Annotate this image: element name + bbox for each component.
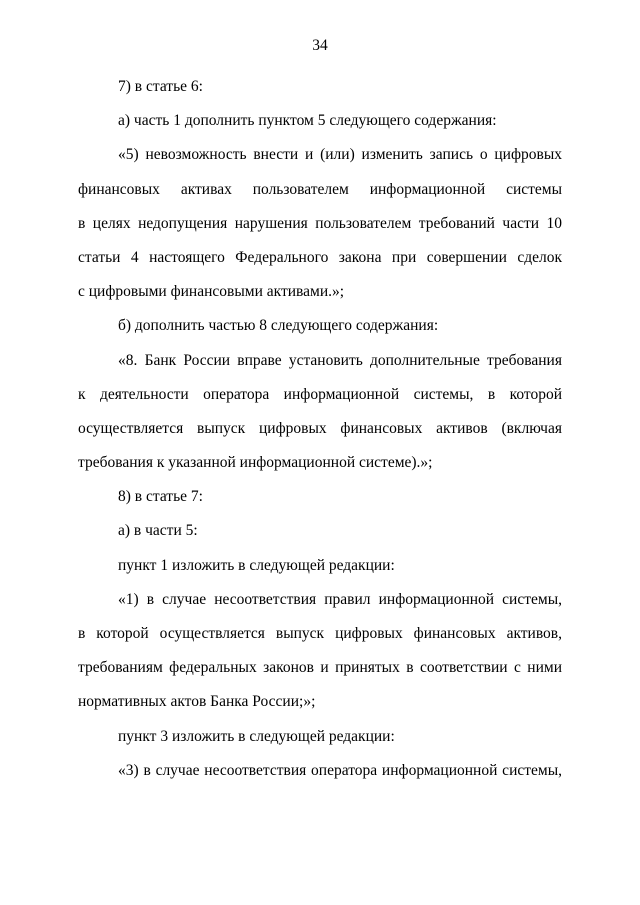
- page-number: 34: [312, 37, 328, 54]
- text-line: в целях недопущения нарушения пользователем требований части 10: [78, 214, 562, 232]
- text-line: нормативных актов Банка России;»;: [78, 693, 316, 711]
- text-line: а) часть 1 дополнить пунктом 5 следующего содержания:: [118, 112, 497, 130]
- text-line: «8. Банк России вправе установить дополнительные требования: [118, 351, 562, 369]
- text-line: пункт 1 изложить в следующей редакции:: [118, 556, 395, 574]
- text-line: осуществляется выпуск цифровых финансовых активов (включая: [78, 419, 562, 437]
- text-line: «3) в случае несоответствия оператора информационной системы,: [118, 761, 562, 779]
- text-line: статьи 4 настоящего Федерального закона при совершении сделок: [78, 248, 562, 266]
- text-line: «1) в случае несоответствия правил информационной системы,: [118, 590, 562, 608]
- text-line: требования к указанной информационной системе).»;: [78, 454, 433, 472]
- text-line: 8) в статье 7:: [118, 488, 203, 506]
- text-line: пункт 3 изложить в следующей редакции:: [118, 727, 395, 745]
- text-line: а) в части 5:: [118, 522, 198, 540]
- text-line: требованиям федеральных законов и принятых в соответствии с ними: [78, 659, 562, 677]
- text-line: «5) невозможность внести и (или) изменить запись о цифровых: [118, 146, 562, 164]
- text-line: 7) в статье 6:: [118, 78, 203, 95]
- text-line: с цифровыми финансовыми активами.»;: [78, 283, 345, 301]
- document-body: [78, 70, 562, 788]
- text-line: финансовых активах пользователем информационной системы: [78, 180, 562, 198]
- text-line: б) дополнить частью 8 следующего содержания:: [118, 317, 439, 335]
- text-line: к деятельности оператора информационной системы, в которой: [78, 385, 562, 403]
- text-line: в которой осуществляется выпуск цифровых финансовых активов,: [78, 625, 562, 642]
